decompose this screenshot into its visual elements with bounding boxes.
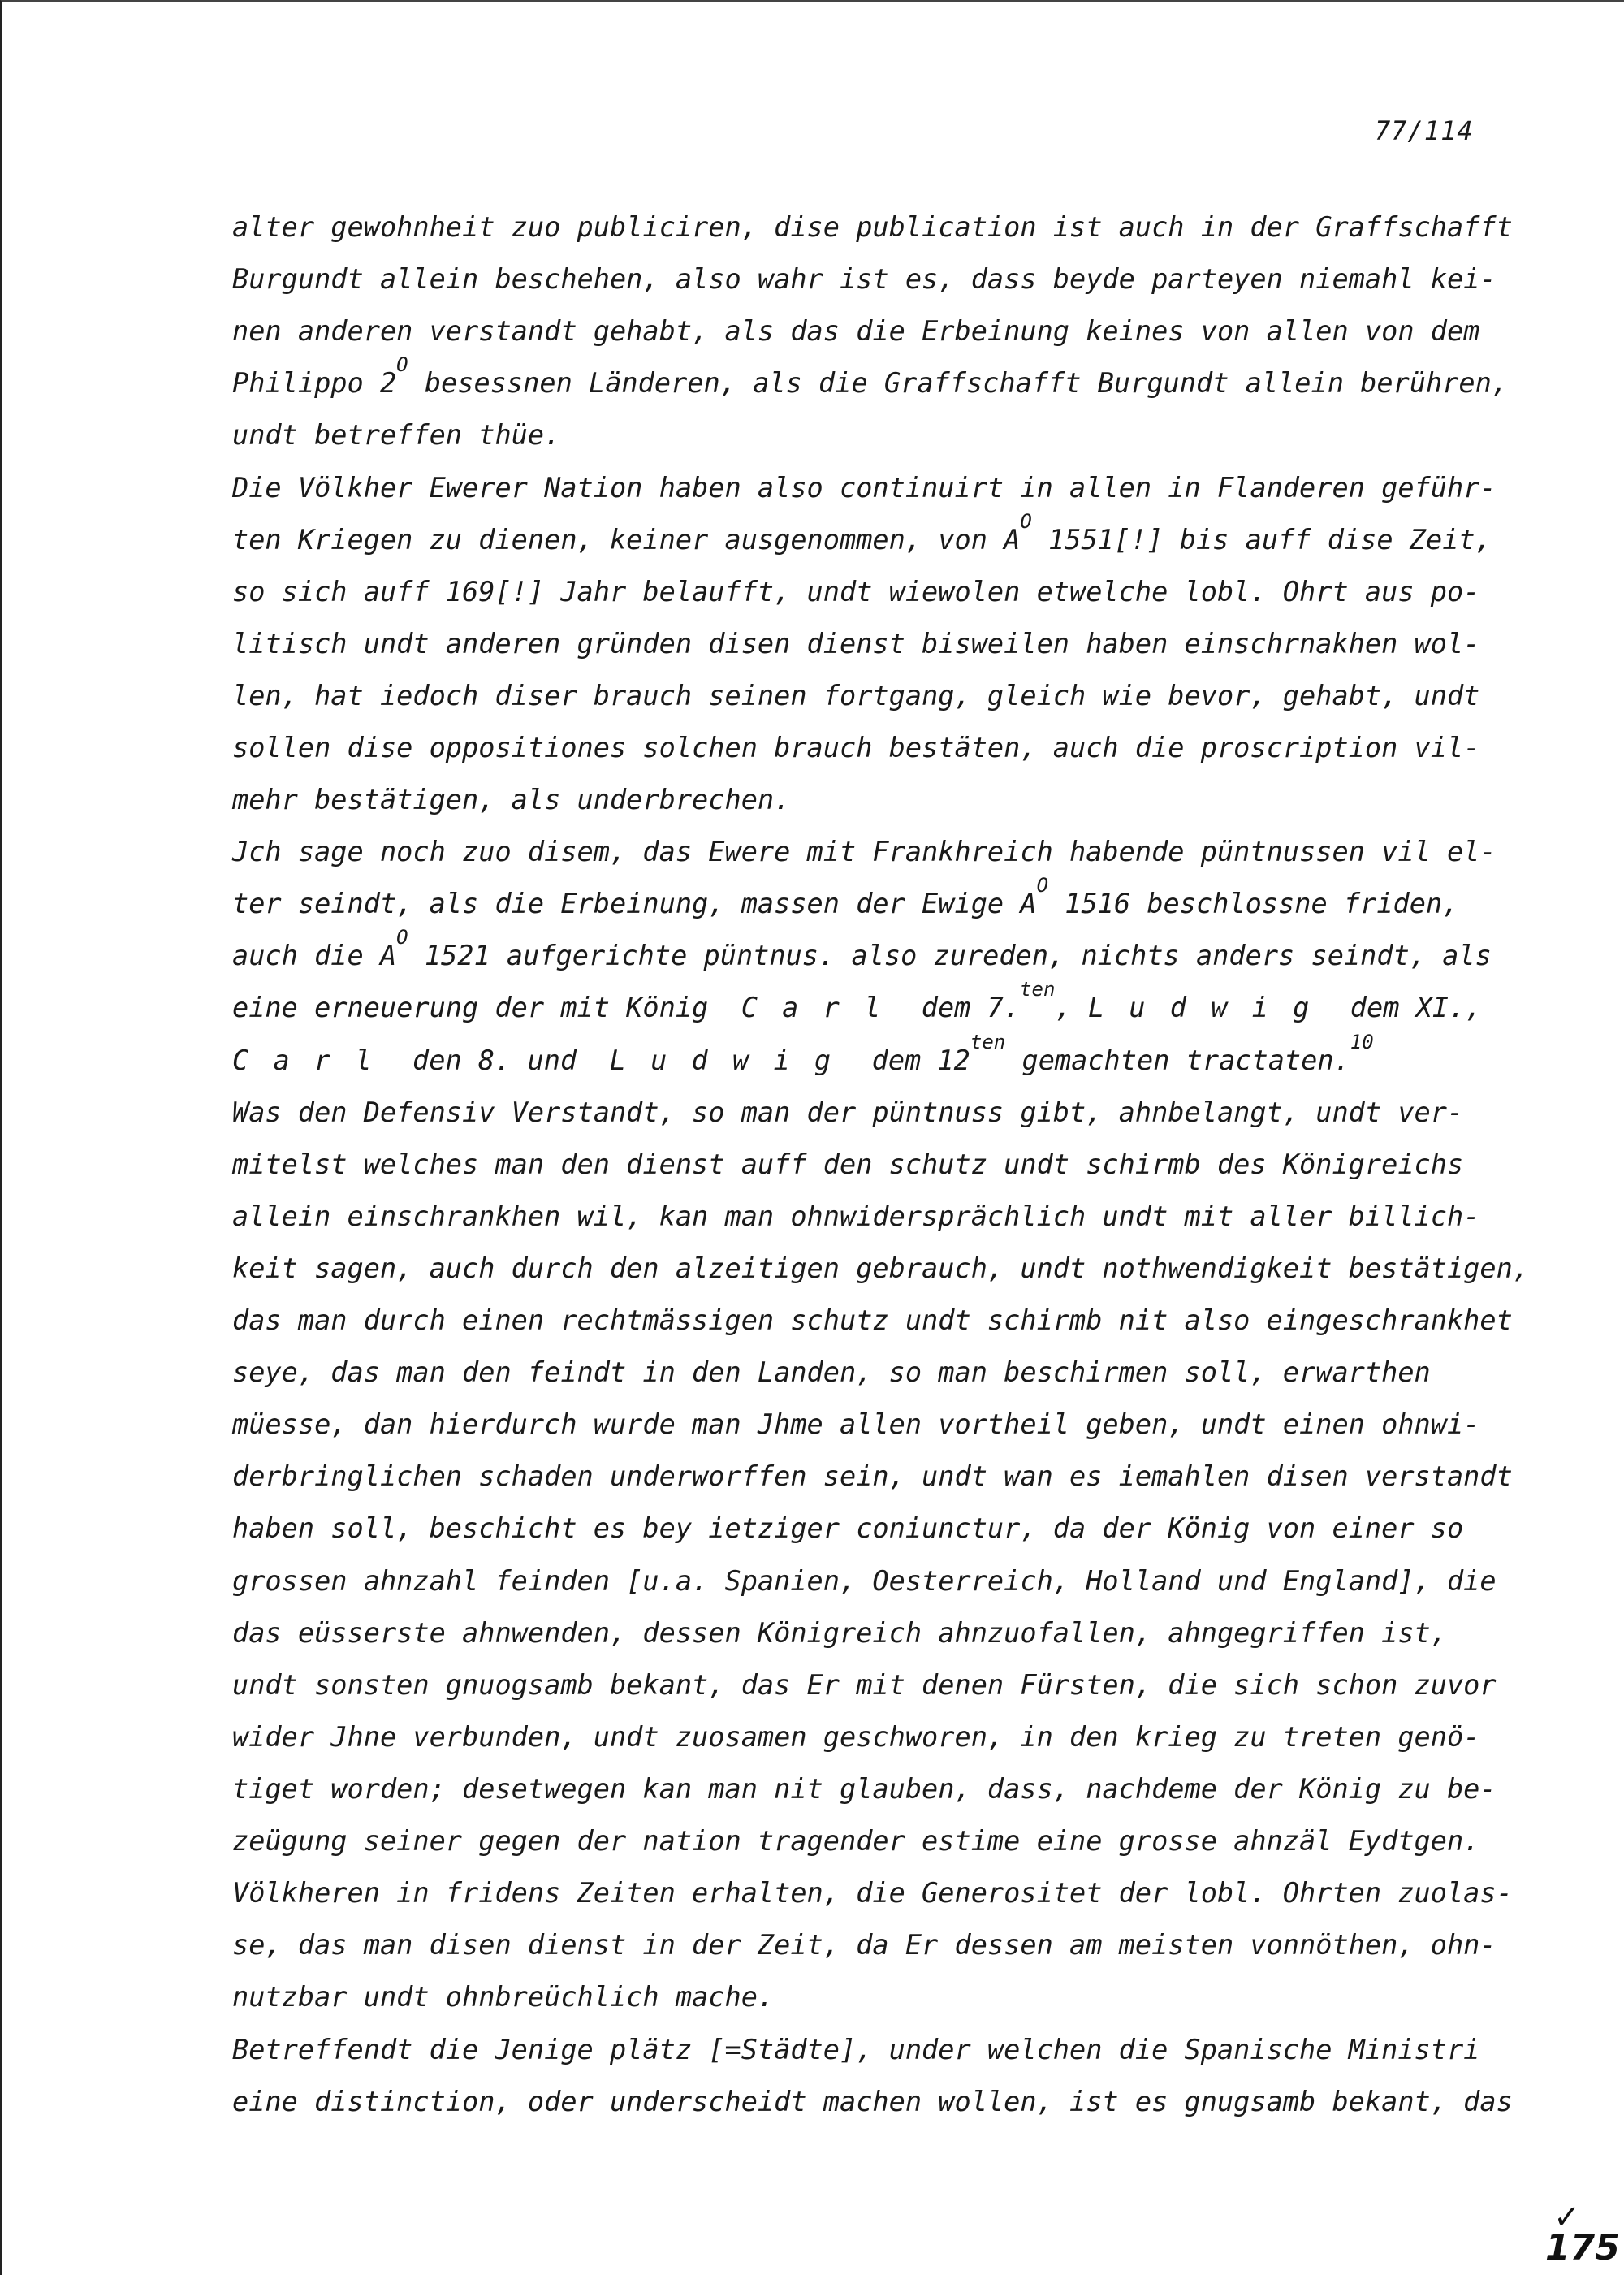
text-line <box>232 1148 1463 1200</box>
text-segment: haben soll, beschicht es bey ietziger coniunctur, da der König von einer so <box>232 1512 1464 1544</box>
text-segment: gemachten tractaten. <box>1005 1045 1350 1076</box>
text-segment: dem 7. <box>905 992 1021 1023</box>
text-segment: len, hat iedoch diser brauch seinen fortgang, gleich wie bevor, gehabt, undt <box>232 680 1480 711</box>
text-line <box>232 510 1492 576</box>
text-line <box>232 1252 1529 1304</box>
text-segment: so sich auff 169[!] Jahr belaufft, undt wiewolen etwelche lobl. Ohrt aus po- <box>232 576 1480 608</box>
text-segment: den 8. und <box>395 1045 610 1076</box>
text-segment: litisch undt anderen gründen disen dienst bisweilen haben einschrnakhen wol- <box>232 628 1480 660</box>
text-line <box>232 1617 1447 1669</box>
text-segment: eine distinction, oder underscheidt machen wollen, ist es gnugsamb bekant, das <box>232 2086 1513 2117</box>
text-segment: undt betreffen thüe. <box>232 419 561 451</box>
text-segment: se, das man disen dienst in der Zeit, da Er dessen am meisten vonnöthen, ohn- <box>232 1929 1497 1961</box>
superscript: O <box>396 926 408 949</box>
text-line <box>232 1356 1431 1408</box>
text-line <box>232 874 1459 940</box>
text-segment: , <box>1055 992 1088 1023</box>
text-segment: 1521 aufgerichte püntnus. also zureden, nichts anders seindt, als <box>408 940 1492 971</box>
text-line <box>232 1669 1497 1721</box>
text-line <box>232 576 1479 628</box>
superscript: O <box>1020 510 1032 533</box>
text-segment: alter gewohnheit zuo publiciren, dise publication ist auch in der Graffschafft <box>232 211 1513 243</box>
text-line <box>232 1565 1497 1617</box>
text-segment: nutzbar undt ohnbreüchlich mache. <box>232 1981 775 2013</box>
text-segment: auch die A <box>232 940 397 971</box>
text-segment: eine erneuerung der mit König <box>232 992 741 1023</box>
text-line <box>232 836 1497 888</box>
text-segment: nen anderen verstandt gehabt, als das die Erbeinung keines von allen von dem <box>232 315 1480 347</box>
text-line <box>232 784 790 836</box>
text-segment: Betreffendt die Jenige plätz [=Städte], under welchen die Spanische Ministri <box>232 2034 1480 2065</box>
text-segment: undt sonsten gnuogsamb bekant, das Er mit denen Fürsten, die sich schon zuvor <box>232 1669 1497 1701</box>
text-segment: keit sagen, auch durch den alzeitigen gebrauch, undt nothwendigkeit bestätigen, <box>232 1252 1530 1284</box>
text-segment: mehr bestätigen, als underbrechen. <box>232 784 791 815</box>
text-line <box>232 1929 1497 1981</box>
text-segment: besessnen Länderen, als die Graffschafft Burgundt allein berühren, <box>408 367 1509 399</box>
text-segment: dem 12 <box>855 1045 970 1076</box>
text-segment: sollen dise oppositiones solchen brauch bestäten, auch die proscription vil- <box>232 732 1480 763</box>
text-segment: wider Jhne verbunden, undt zuosamen geschworen, in den krieg zu treten genö- <box>232 1721 1480 1753</box>
text-segment: derbringlichen schaden underworffen sein, undt wan es iemahlen disen verstandt <box>232 1460 1513 1492</box>
text-line <box>232 353 1509 419</box>
text-segment: ter seindt, als die Erbeinung, massen der Ewige A <box>232 888 1037 919</box>
spaced-name: Ludwig <box>1087 992 1334 1023</box>
text-segment: Die Völkher Ewerer Nation haben also continuirt in allen in Flanderen geführ- <box>232 472 1497 504</box>
text-segment: Philippo 2 <box>232 367 397 399</box>
spaced-name: Ludwig <box>609 1045 856 1076</box>
text-line <box>232 1460 1513 1512</box>
superscript: O <box>396 353 408 376</box>
text-line <box>232 1981 774 2033</box>
text-line <box>232 1200 1479 1252</box>
text-line <box>232 1721 1479 1773</box>
text-segment: zeügung seiner gegen der nation tragender estime eine grosse ahnzäl Eydtgen. <box>232 1825 1480 1857</box>
text-segment: müesse, dan hierdurch wurde man Jhme allen vortheil geben, undt einen ohnwi- <box>232 1408 1480 1440</box>
folio-stamp: 175 <box>1545 2227 1620 2269</box>
text-segment: ten Kriegen zu dienen, keiner ausgenommen, von A <box>232 524 1021 556</box>
text-segment: 1516 beschlossne friden, <box>1048 888 1459 919</box>
text-segment: das man durch einen rechtmässigen schutz undt schirmb nit also eingeschrankhet <box>232 1304 1513 1336</box>
text-line <box>232 2034 1479 2086</box>
spaced-name: Carl <box>741 992 905 1023</box>
text-line <box>232 419 560 471</box>
check-mark: ✓ <box>1553 2199 1581 2236</box>
text-line <box>232 1773 1497 1825</box>
text-line <box>232 1408 1479 1460</box>
text-segment: seye, das man den feindt in den Landen, so man beschirmen soll, erwarthen <box>232 1356 1431 1388</box>
text-line <box>232 1031 1374 1096</box>
text-line <box>232 926 1492 992</box>
text-segment: mitelst welches man den dienst auff den schutz undt schirmb des Königreichs <box>232 1148 1464 1180</box>
spaced-name: Carl <box>232 1045 396 1076</box>
text-line <box>232 1096 1463 1148</box>
text-segment: Völkheren in fridens Zeiten erhalten, die Generositet der lobl. Ohrten zuolas- <box>232 1877 1513 1909</box>
text-line <box>232 1877 1513 1929</box>
text-line <box>232 263 1497 315</box>
text-line <box>232 315 1479 367</box>
superscript: O <box>1036 874 1049 897</box>
text-line <box>232 680 1479 732</box>
text-segment: Jch sage noch zuo disem, das Ewere mit Frankhreich habende püntnussen vil el- <box>232 836 1497 867</box>
superscript: ten <box>1020 978 1056 1001</box>
text-line <box>232 1825 1479 1877</box>
text-line <box>232 732 1479 784</box>
page-number: 77/114 <box>1375 115 1474 146</box>
text-segment: Burgundt allein beschehen, also wahr ist es, dass beyde parteyen niemahl kei- <box>232 263 1497 295</box>
text-line <box>232 628 1479 680</box>
text-line <box>232 978 1482 1044</box>
text-segment: dem XI., <box>1333 992 1482 1023</box>
text-segment: allein einschrankhen wil, kan man ohnwidersprächlich undt mit aller billich- <box>232 1200 1480 1232</box>
text-segment: das eüsserste ahnwenden, dessen Königreich ahnzuofallen, ahngegriffen ist, <box>232 1617 1447 1649</box>
text-line <box>232 1304 1513 1356</box>
text-segment: Was den Defensiv Verstandt, so man der püntnuss gibt, ahnbelangt, undt ver- <box>232 1096 1464 1128</box>
superscript: ten <box>970 1031 1006 1053</box>
text-segment: tiget worden; desetwegen kan man nit glauben, dass, nachdeme der König zu be- <box>232 1773 1497 1805</box>
text-line <box>232 211 1513 263</box>
superscript: 10 <box>1350 1031 1374 1053</box>
text-line <box>232 2086 1513 2138</box>
text-segment: grossen ahnzahl feinden [u.a. Spanien, Oesterreich, Holland und England], die <box>232 1565 1497 1597</box>
text-line <box>232 1512 1463 1564</box>
text-line <box>232 472 1497 524</box>
text-segment: 1551[!] bis auff dise Zeit, <box>1031 524 1492 556</box>
